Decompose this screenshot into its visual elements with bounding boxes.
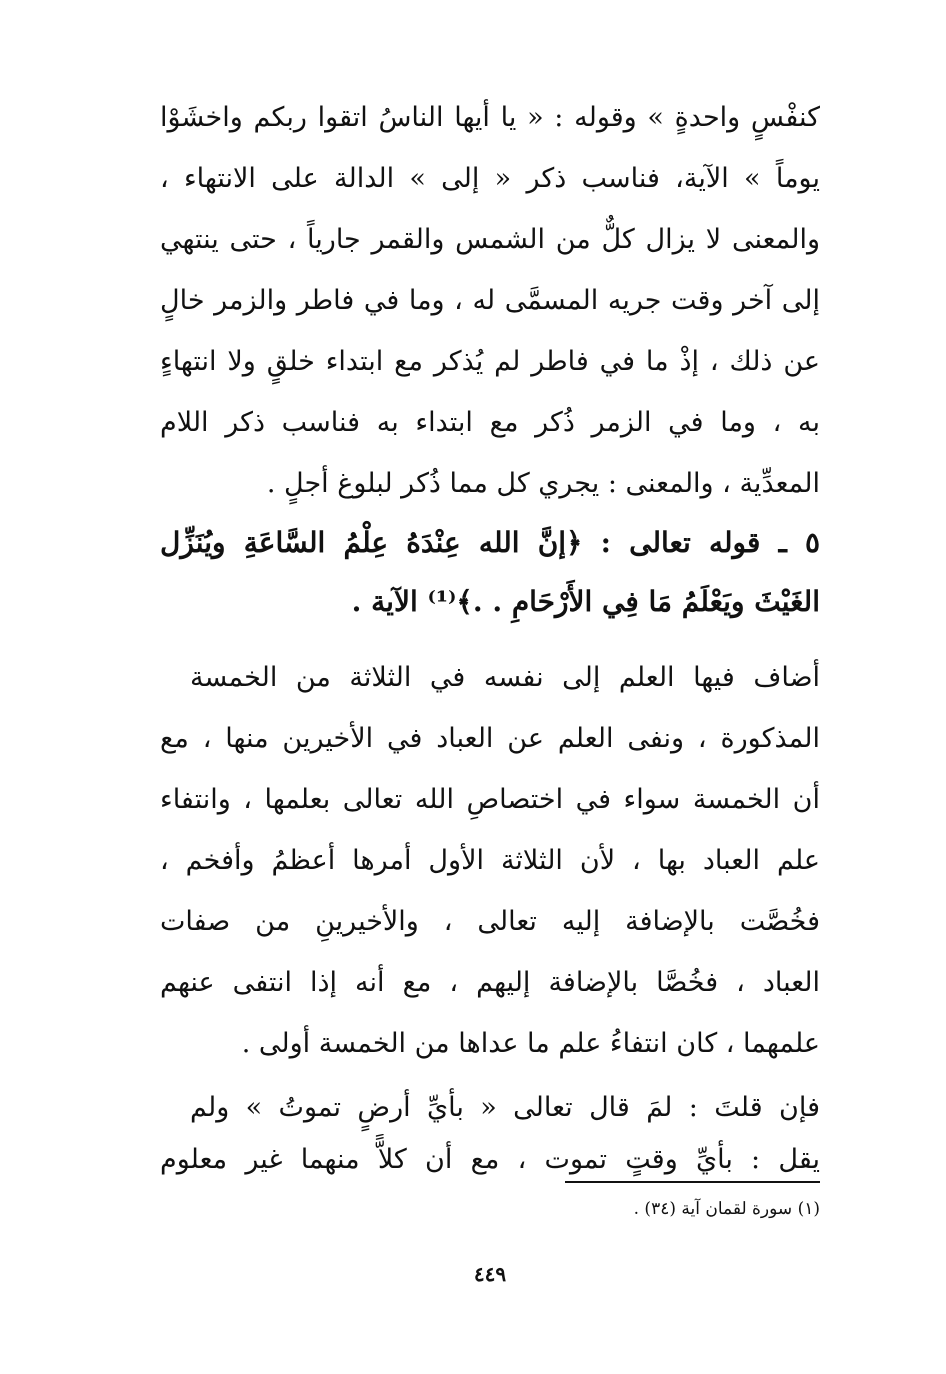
page-number: ٤٤٩ bbox=[473, 1262, 507, 1286]
book-page bbox=[160, 92, 820, 1322]
text-line: فخُصَّت بالإضافة إليه تعالى ، والأخيرينِ من صفات bbox=[160, 906, 820, 937]
footnote: (١) سورة لقمان آية (٣٤) . bbox=[633, 1199, 820, 1219]
text-line: والمعنى لا يزال كلٌّ من الشمس والقمر جارياً ، حتى ينتهي bbox=[160, 224, 820, 255]
text-line: أن الخمسة سواء في اختصاصِ الله تعالى بعلمها ، وانتفاء bbox=[160, 784, 820, 815]
text-line: به ، وما في الزمر ذُكر مع ابتداء به فناسب ذكر اللام bbox=[160, 407, 820, 438]
footnote-divider bbox=[565, 1181, 820, 1183]
text-line: المذكورة ، ونفى العلم عن العباد في الأخيرين منها ، مع bbox=[160, 723, 820, 754]
section-heading-line: ٥ ـ قوله تعالى : ﴿إنَّ الله عِنْدَهُ عِلْمُ السَّاعَةِ ويُنَزِّل bbox=[160, 526, 820, 559]
text-line: يوماً » الآية، فناسب ذكر « إلى » الدالة على الانتهاء ، bbox=[160, 163, 820, 194]
text-line: يقل : بأيِّ وقتٍ تموت ، مع أن كلاًّ منهما غير معلوم bbox=[160, 1144, 820, 1175]
text-line: علمهما ، كان انتفاءُ علم ما عداها من الخمسة أولى . bbox=[241, 1028, 820, 1059]
text-line: عن ذلك ، إذْ ما في فاطر لم يُذكر مع ابتداء خلقٍ ولا انتهاءٍ bbox=[160, 346, 820, 377]
text-line: علم العباد بها ، لأن الثلاثة الأول أمرها أعظمُ وأفخم ، bbox=[160, 845, 820, 876]
text-line: العباد ، فخُصَّا بالإضافة إليهم ، مع أنه إذا انتفى عنهم bbox=[160, 967, 820, 998]
section-heading-line: الغَيْثَ ويَعْلَمُ مَا فِي الأَرْحَامِ . .﴾⁽¹⁾ الآية . bbox=[351, 585, 820, 618]
text-line: إلى آخر وقت جريه المسمَّى له ، وما في فاطر والزمر خالٍ bbox=[160, 285, 820, 316]
text-line: فإن قلتَ : لمَ قال تعالى « بأيِّ أرضٍ تموتُ » ولم bbox=[190, 1092, 820, 1123]
text-line: أضاف فيها العلم إلى نفسه في الثلاثة من الخمسة bbox=[190, 662, 820, 693]
text-line: المعدِّية ، والمعنى : يجري كل مما ذُكر لبلوغ أجلٍ . bbox=[266, 468, 820, 499]
text-line: كنفْسٍ واحدةٍ » وقوله : « يا أيها الناسُ اتقوا ربكم واخشَوْا bbox=[160, 102, 820, 133]
